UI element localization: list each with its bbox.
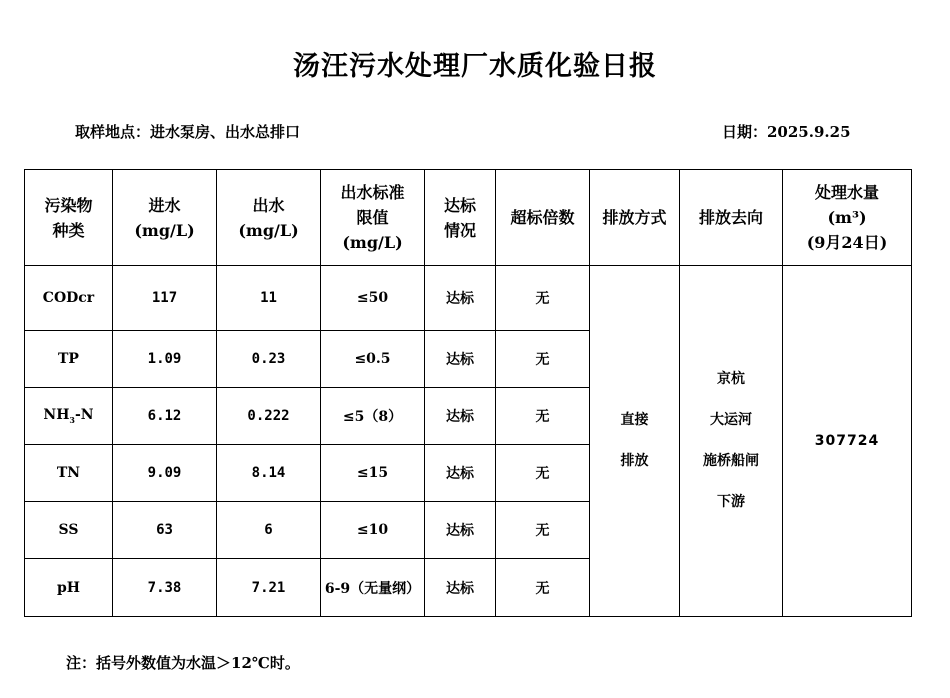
pollutant-cell: SS: [25, 502, 113, 559]
influent-cell: 7.38: [113, 559, 217, 617]
volume-value-cell: 307724: [783, 266, 912, 617]
compliance-cell: 达标: [425, 388, 496, 445]
compliance-cell: 达标: [425, 331, 496, 388]
effluent-cell: 0.222: [217, 388, 321, 445]
header-pollutant: 污染物 种类: [25, 170, 113, 266]
header-discharge-method: 排放方式: [590, 170, 680, 266]
sampling-location: 取样地点：进水泵房、出水总排口: [75, 123, 301, 141]
influent-cell: 63: [113, 502, 217, 559]
effluent-cell: 11: [217, 266, 321, 331]
pollutant-cell: CODcr: [25, 266, 113, 331]
table-row: [25, 266, 912, 331]
influent-cell: 1.09: [113, 331, 217, 388]
pollutant-cell: pH: [25, 559, 113, 617]
compliance-cell: 达标: [425, 266, 496, 331]
compliance-cell: 达标: [425, 445, 496, 502]
influent-cell: 9.09: [113, 445, 217, 502]
exceed-cell: 无: [496, 502, 590, 559]
discharge-dest-cell: 京杭 大运河 施桥船闸 下游: [680, 266, 783, 617]
compliance-cell: 达标: [425, 559, 496, 617]
header-volume: 处理水量 (m³) (9月24日): [783, 170, 912, 266]
report-title: 汤汪污水处理厂水质化验日报: [293, 51, 657, 82]
report-date: 日期：2025.9.25: [722, 123, 851, 141]
header-row: [25, 170, 912, 266]
standard-cell: ≤50: [321, 266, 425, 331]
effluent-cell: 0.23: [217, 331, 321, 388]
header-compliance: 达标 情况: [425, 170, 496, 266]
header-exceed-times: 超标倍数: [496, 170, 590, 266]
standard-cell: ≤0.5: [321, 331, 425, 388]
header-discharge-dest: 排放去向: [680, 170, 783, 266]
exceed-cell: 无: [496, 388, 590, 445]
water-quality-table: [24, 169, 912, 617]
exceed-cell: 无: [496, 559, 590, 617]
pollutant-cell: TP: [25, 331, 113, 388]
footnote: 注：括号外数值为水温＞12℃时。: [66, 654, 300, 672]
effluent-cell: 6: [217, 502, 321, 559]
effluent-cell: 8.14: [217, 445, 321, 502]
exceed-cell: 无: [496, 266, 590, 331]
compliance-cell: 达标: [425, 502, 496, 559]
standard-cell: ≤10: [321, 502, 425, 559]
header-influent: 进水 (mg/L): [113, 170, 217, 266]
pollutant-cell: $NH_3-N$: [25, 388, 113, 445]
influent-cell: 117: [113, 266, 217, 331]
discharge-method-cell: 直接 排放: [590, 266, 680, 617]
standard-cell: ≤15: [321, 445, 425, 502]
standard-cell: ≤5（8）: [321, 388, 425, 445]
exceed-cell: 无: [496, 331, 590, 388]
header-effluent: 出水 (mg/L): [217, 170, 321, 266]
standard-cell: 6-9（无量纲）: [321, 559, 425, 617]
exceed-cell: 无: [496, 445, 590, 502]
header-standard: 出水标准 限值 (mg/L): [321, 170, 425, 266]
pollutant-cell: TN: [25, 445, 113, 502]
effluent-cell: 7.21: [217, 559, 321, 617]
influent-cell: 6.12: [113, 388, 217, 445]
